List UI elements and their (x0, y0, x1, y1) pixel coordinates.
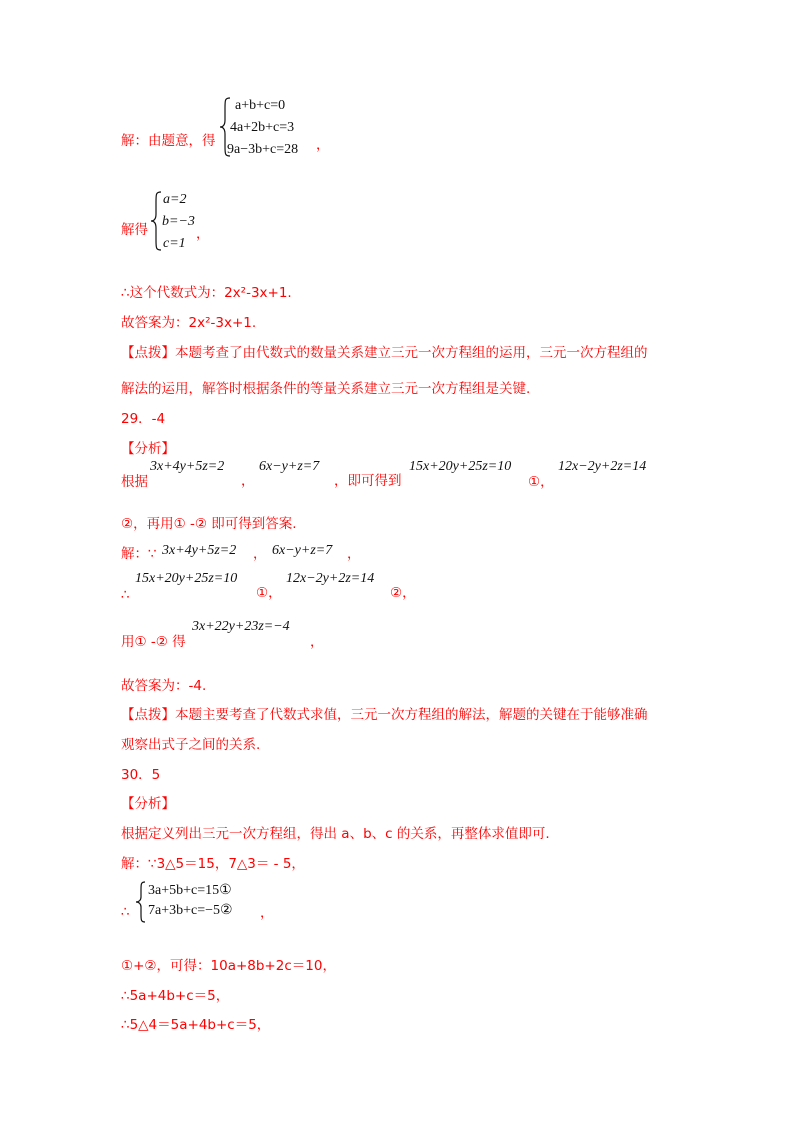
therefore-29: ∴ (121, 587, 130, 603)
analysis-then-get: ，即可得到 (334, 473, 402, 489)
analysis-continue-29: ②，再用① -② 即可得到答案. (121, 516, 297, 532)
system-2-eq-b: b=−3 (162, 214, 195, 229)
analysis-mark-1: ①， (528, 474, 554, 490)
line-b-30: ∴5a+4b+c＝5， (121, 988, 230, 1004)
problem-29-number: 29．-4 (121, 411, 166, 427)
analysis-eq-4: 12x−2y+2z=14 (558, 459, 647, 474)
therefore-mark-1: ①， (256, 585, 282, 601)
use-eq-29: 3x+22y+23z=−4 (192, 619, 290, 634)
analysis-eq-1: 3x+4y+5z=2 (150, 459, 225, 474)
analysis-tag-30: 【分析】 (121, 796, 175, 812)
solve-prefix-29: 解：∵ (121, 546, 157, 562)
system-brace-3 (135, 880, 147, 924)
system-2-eq-a: a=2 (163, 192, 187, 207)
analysis-tag-29: 【分析】 (121, 441, 175, 457)
comment-28-line1 (121, 344, 648, 362)
comment-29-line2: 观察出式子之间的关系. (121, 737, 261, 753)
analysis-eq-3: 15x+20y+25z=10 (409, 459, 512, 474)
system-3-tail: ， (260, 905, 274, 921)
comment-29-text1: 本题主要考查了代数式求值，三元一次方程组的解法，解题的关键在于能够准确 (175, 707, 648, 723)
therefore-mark-2: ②， (390, 585, 416, 601)
solve-eq-1: 3x+4y+5z=2 (162, 543, 237, 558)
answer-line-29: 故答案为：-4. (121, 678, 207, 694)
comment-28-line2: 解法的运用，解答时根据条件的等量关系建立三元一次方程组是关键. (121, 381, 531, 397)
system-1-eq-c: 9a−3b+c=28 (227, 142, 299, 157)
system-2-tail: ， (196, 226, 210, 242)
system-1-tail: ， (316, 137, 330, 153)
solve-comma-29: ， (253, 546, 267, 562)
system-3-eq-a: 3a+5b+c=15① (148, 883, 232, 898)
line-c-30: ∴5△4＝5a+4b+c＝5， (121, 1017, 271, 1033)
answer-line-28: 故答案为：2x²-3x+1. (121, 315, 257, 331)
system-1-eq-b: 4a+2b+c=3 (230, 120, 295, 135)
comment-29-line1 (121, 706, 648, 724)
therefore-30: ∴ (121, 904, 130, 920)
comment-28-text1: 本题考查了由代数式的数量关系建立三元一次方程组的运用，三元一次方程组的 (175, 345, 648, 361)
problem-30-number: 30．5 (121, 767, 161, 783)
according-29: 根据 (121, 474, 148, 490)
sum-line-30: ①+②，可得：10a+8b+2c＝10， (121, 958, 336, 974)
comment-tag-29: 【点拨】 (121, 707, 175, 723)
therefore-line-28: ∴这个代数式为：2x²-3x+1. (121, 285, 292, 301)
use-prefix-29: 用① -② 得 (121, 634, 186, 650)
system-3-eq-b: 7a+3b+c=−5② (148, 903, 233, 918)
solved-prefix-28: 解得 (121, 222, 148, 238)
analysis-eq-2: 6x−y+z=7 (259, 459, 320, 474)
use-tail-29: ， (310, 634, 324, 650)
system-2-eq-c: c=1 (163, 236, 186, 251)
solve-eq-2: 6x−y+z=7 (272, 543, 333, 558)
solve-line-30: 解：∵3△5＝15，7△3＝ - 5， (121, 856, 305, 872)
solve-prefix-28: 解：由题意，得 (121, 133, 216, 149)
analysis-text-30: 根据定义列出三元一次方程组，得出 a、b、c 的关系，再整体求值即可. (121, 826, 550, 842)
comment-tag-28: 【点拨】 (121, 345, 175, 361)
system-1-eq-a: a+b+c=0 (235, 98, 286, 113)
solve-tail-29: ， (347, 546, 361, 562)
therefore-eq-1: 15x+20y+25z=10 (135, 571, 238, 586)
therefore-eq-2: 12x−2y+2z=14 (286, 571, 375, 586)
analysis-comma-1: ， (241, 473, 255, 489)
